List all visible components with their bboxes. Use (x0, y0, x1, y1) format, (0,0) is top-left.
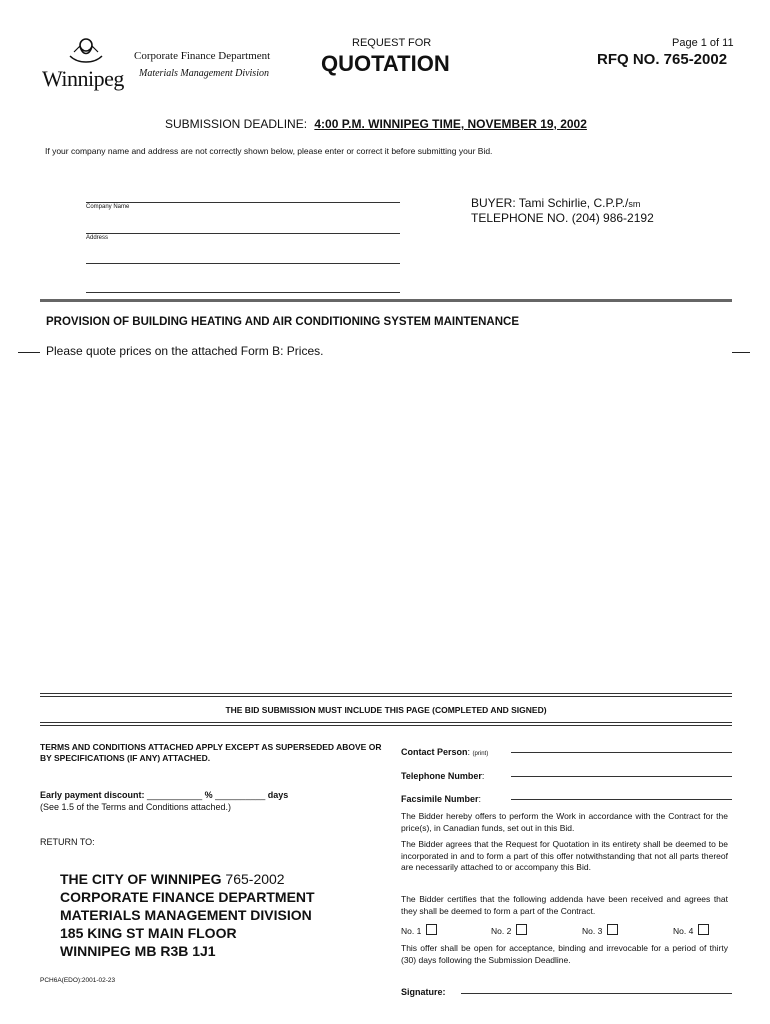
right-margin-mark (732, 352, 750, 353)
department-name: Corporate Finance Department (134, 50, 271, 62)
banner-top-rule (40, 693, 732, 697)
address-line-3: MATERIALS MANAGEMENT DIVISION (60, 907, 312, 923)
form-code: PCH6A(EDO):2001-02-23 (40, 977, 116, 984)
telephone-number-label: Telephone Number (401, 771, 482, 781)
addendum-1[interactable]: No. 1 (401, 924, 437, 936)
addendum-4-checkbox[interactable] (698, 924, 709, 935)
submission-deadline (165, 117, 587, 131)
address-line-1: THE CITY OF WINNIPEG 765-2002 (60, 871, 285, 887)
days-label: days (267, 790, 289, 800)
print-hint: (print) (472, 751, 489, 757)
signature-field[interactable] (461, 993, 732, 994)
facsimile-number-field[interactable] (511, 799, 732, 800)
discount-label: Early payment discount: (40, 790, 145, 800)
addendum-3-checkbox[interactable] (607, 924, 618, 935)
discount-percent-field[interactable]: ___________ (147, 790, 203, 800)
buyer-initials: sm (628, 199, 641, 209)
header-divider (40, 299, 732, 302)
contact-person-row: Contact Person: (print) (401, 742, 732, 756)
city-emblem-icon (40, 34, 126, 68)
address-field-1[interactable] (86, 233, 400, 234)
address-line-5: WINNIPEG MB R3B 1J1 (60, 943, 216, 959)
facsimile-number-row: Facsimile Number: (401, 789, 732, 803)
agreement-statement: The Bidder agrees that the Request for Quotation in its entirety shall be deemed to be incorporated in and to form a part of this offer notwithstanding that not all parts thereof are necessarily attached to or accompany this Bid. (401, 839, 728, 872)
addendum-2[interactable]: No. 2 (491, 924, 527, 936)
quote-note: Please quote prices on the attached Form B: Prices. (46, 344, 324, 358)
request-for-label: REQUEST FOR (352, 37, 432, 49)
facsimile-number-label: Facsimile Number (401, 794, 479, 804)
early-payment-discount (40, 790, 288, 800)
banner-bottom-rule (40, 722, 732, 726)
submission-banner: THE BID SUBMISSION MUST INCLUDE THIS PAGE (COMPLETED AND SIGNED) (225, 705, 547, 715)
deadline-label: SUBMISSION DEADLINE: (165, 117, 308, 131)
address-reference: 765-2002 (225, 871, 285, 887)
buyer-info (471, 196, 640, 210)
return-to-label: RETURN TO: (40, 837, 95, 847)
page-number: Page 1 of 11 (672, 37, 734, 49)
addenda-statement: The Bidder certifies that the following addenda have been received and agrees that they shall be deemed to form a part of the Contract. (401, 894, 728, 916)
company-name-label: Company Name (86, 204, 130, 210)
telephone-number-field[interactable] (511, 776, 732, 777)
correction-instruction: If your company name and address are not correctly shown below, please enter or correct it before submitting your Bid. (45, 146, 493, 156)
discount-note: (See 1.5 of the Terms and Conditions attached.) (40, 802, 231, 812)
open-offer-statement: This offer shall be open for acceptance, binding and irrevocable for a period of thirty (30) days following the Submission Deadline. (401, 943, 728, 965)
project-title: PROVISION OF BUILDING HEATING AND AIR CONDITIONING SYSTEM MAINTENANCE (46, 316, 519, 328)
document-type-title: QUOTATION (321, 51, 450, 76)
contact-person-label: Contact Person (401, 747, 468, 757)
buyer-telephone: TELEPHONE NO. (204) 986-2192 (471, 211, 654, 225)
address-line-2: CORPORATE FINANCE DEPARTMENT (60, 889, 315, 905)
buyer-line: BUYER: Tami Schirlie, C.P.P./ (471, 196, 629, 210)
discount-days-field[interactable]: __________ (215, 790, 266, 800)
company-name-field[interactable] (86, 202, 400, 203)
addendum-1-checkbox[interactable] (426, 924, 437, 935)
addendum-4[interactable]: No. 4 (673, 924, 709, 936)
offer-statement: The Bidder hereby offers to perform the Work in accordance with the Contract for the price(s), in Canadian funds, set out in this Bid. (401, 811, 728, 833)
addendum-3[interactable]: No. 3 (582, 924, 618, 936)
address-label: Address (86, 235, 109, 241)
signature-label: Signature: (401, 987, 446, 997)
signature-row (401, 982, 732, 996)
city-logo (40, 34, 126, 94)
terms-statement: TERMS AND CONDITIONS ATTACHED APPLY EXCEPT AS SUPERSEDED ABOVE OR BY SPECIFICATIONS (IF ANY) ATTACHED. (40, 742, 382, 763)
address-line-4: 185 KING ST MAIN FLOOR (60, 925, 237, 941)
deadline-value: 4:00 P.M. WINNIPEG TIME, NOVEMBER 19, 2002 (314, 117, 587, 131)
addenda-checkboxes (401, 924, 732, 938)
division-name: Materials Management Division (139, 68, 269, 79)
addendum-2-checkbox[interactable] (516, 924, 527, 935)
left-margin-mark (18, 352, 40, 353)
telephone-number-row: Telephone Number: (401, 766, 732, 780)
contact-person-field[interactable] (511, 752, 732, 753)
percent-sign: % (204, 790, 213, 800)
address-field-3[interactable] (86, 292, 400, 293)
address-field-2[interactable] (86, 263, 400, 264)
rfq-number: RFQ NO. 765-2002 (597, 51, 728, 68)
return-address (60, 870, 315, 960)
logo-wordmark: Winnipeg (42, 66, 124, 91)
